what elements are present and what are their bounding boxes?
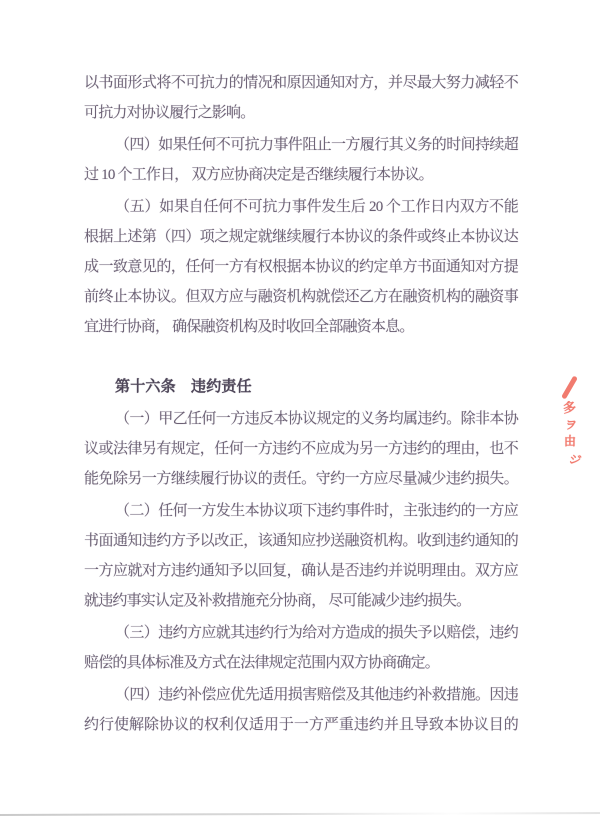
- red-annotation-glyph: ジ: [567, 451, 583, 469]
- text-line: 书面通知违约方予以改正，该通知应抄送融资机构。收到违约通知的: [84, 533, 518, 549]
- text-line: 以书面形式将不可抗力的情况和原因通知对方，并尽最大努力减轻不: [84, 75, 518, 91]
- red-annotation-glyph: 由: [564, 434, 577, 448]
- document-body: [84, 68, 518, 740]
- text-line: （五）如果自任何不可抗力事件发生后 20 个工作日内双方不能: [115, 199, 518, 215]
- red-margin-annotation: [554, 374, 590, 478]
- red-annotation-glyph: 多: [562, 399, 577, 416]
- text-line: 赔偿的具体标准及方式在法律规定范围内双方协商确定。: [84, 655, 440, 671]
- text-line: 议或法律另有规定，任何一方违约不应成为另一方违约的理由，也不: [84, 441, 518, 457]
- text-line: （二）任何一方发生本协议项下违约事件时，主张违约的一方应: [115, 503, 518, 519]
- red-diagonal-stroke: [561, 375, 578, 399]
- text-line: 就违约事实认定及补救措施充分协商， 尽可能减少违约损失。: [84, 593, 471, 609]
- text-line: （四）违约补偿应优先适用损害赔偿及其他违约补救措施。因违: [115, 687, 518, 703]
- text-line: 前终止本协议。但双方应与融资机构就偿还乙方在融资机构的融资事: [84, 289, 518, 305]
- text-line: 过 10 个工作日， 双方应协商决定是否继续履行本协议。: [84, 167, 433, 183]
- text-line: 一方应就对方违约通知予以回复，确认是否违约并说明理由。双方应: [84, 563, 518, 579]
- text-line: （一）甲乙任何一方违反本协议规定的义务均属违约。除非本协: [115, 411, 518, 427]
- text-line: 宜进行协商， 确保融资机构及时收回全部融资本息。: [84, 319, 414, 335]
- text-line: 能免除另一方继续履行协议的责任。守约一方应尽量减少违约损失。: [84, 471, 518, 487]
- section-heading: 第十六条 违约责任: [115, 379, 252, 395]
- text-line: （四）如果任何不可抗力事件阻止一方履行其义务的时间持续超: [115, 137, 518, 153]
- text-line: 成一致意见的，任何一方有权根据本协议的约定单方书面通知对方提: [84, 259, 518, 275]
- text-line: （三）违约方应就其违约行为给对方造成的损失予以赔偿，违约: [115, 625, 518, 641]
- scan-edge-line: [0, 812, 600, 816]
- red-annotation-glyph: ヲ: [564, 417, 578, 433]
- text-line: 约行使解除协议的权利仅适用于一方严重违约并且导致本协议目的: [84, 717, 518, 733]
- text-line: 可抗力对协议履行之影响。: [84, 105, 255, 121]
- text-line: 根据上述第（四）项之规定就继续履行本协议的条件或终止本协议达: [84, 229, 518, 245]
